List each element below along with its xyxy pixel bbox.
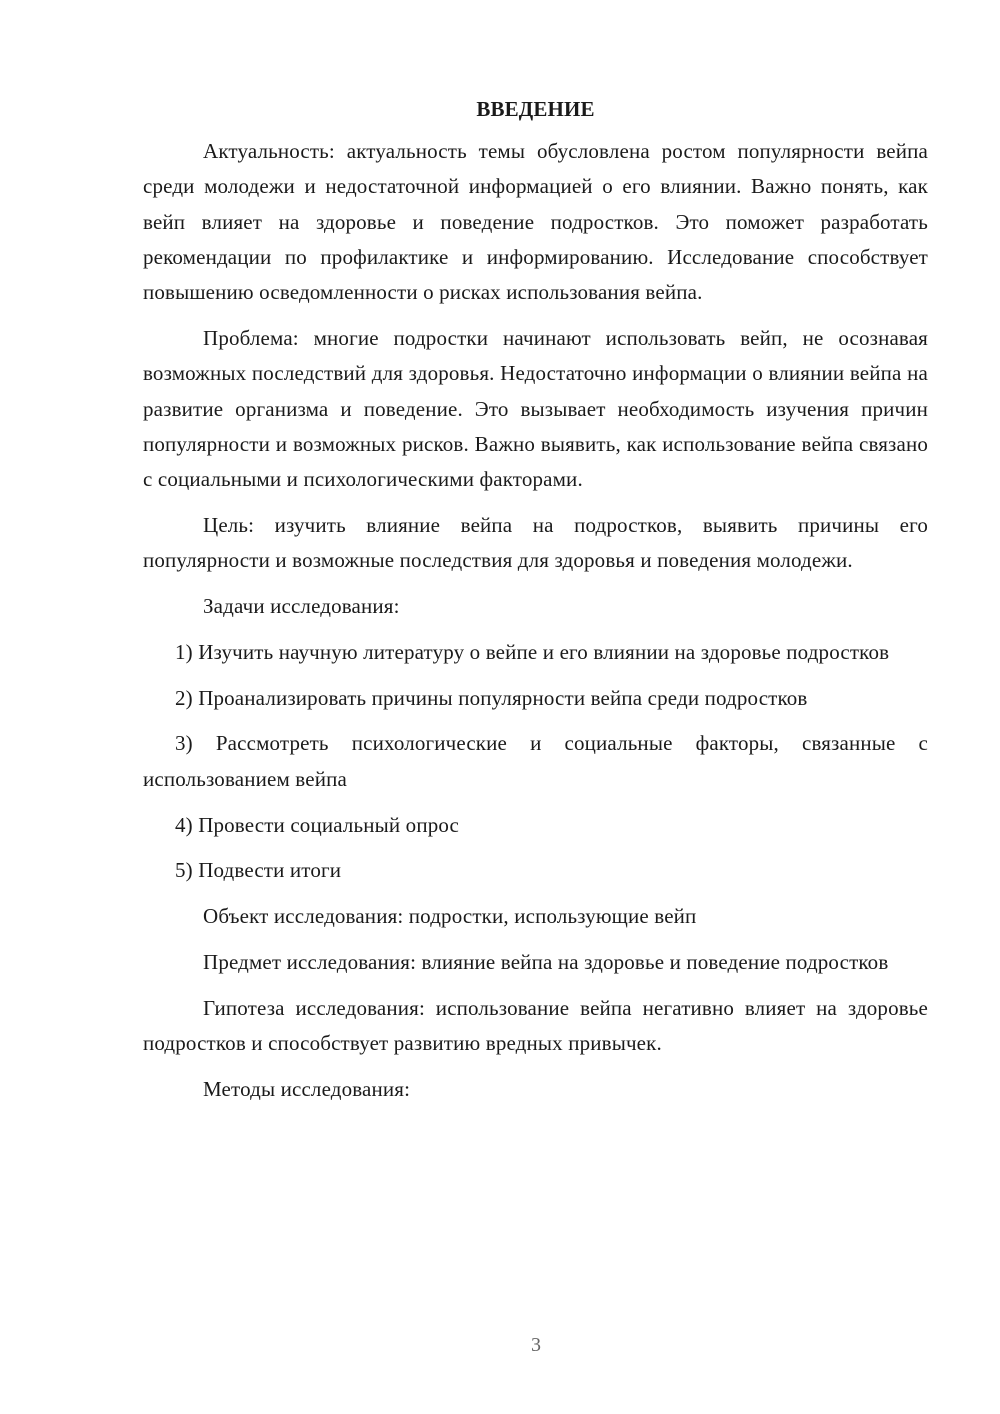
page-content [143, 92, 928, 1118]
paragraph-hypothesis: Гипотеза исследования: использование вейпа негативно влияет на здоровье подростков и способствует развитию вредных привычек. [143, 995, 928, 1056]
methods-heading: Методы исследования: [203, 1076, 411, 1101]
paragraph-object: Объект исследования: подростки, использующие вейп [203, 904, 697, 929]
task-item-4: 4) Провести социальный опрос [175, 812, 460, 837]
task-item-3: 3) Рассмотреть психологические и социальные факторы, связанные с использованием вейпа [143, 731, 928, 791]
task-item-1: 1) Изучить научную литературу о вейпе и его влиянии на здоровье подростков [175, 639, 890, 664]
tasks-heading: Задачи исследования: [203, 594, 400, 619]
page-number: 3 [531, 1334, 541, 1356]
task-item-5: 5) Подвести итоги [175, 858, 342, 883]
paragraph-problem: Проблема: многие подростки начинают использовать вейп, не осознавая возможных последствий для здоровья. Недостаточно информации о влиянии вейпа на развитие организма и поведение. Это вызывает необходимость изучения причин популярности и возможных рисков. Важно выявить, как использование вейпа связано с социальными и психологическими факторами. [143, 325, 928, 492]
paragraph-relevance: Актуальность: актуальность темы обусловлена ростом популярности вейпа среди молодежи и недостаточной информацией о его влиянии. Важно понять, как вейп влияет на здоровье и поведение подростков. Это поможет разработать рекомендации по профилактике и информированию. Исследование способствует повышению осведомленности о рисках использования вейпа. [143, 139, 928, 305]
page-title: ВВЕДЕНИЕ [476, 97, 595, 121]
paragraph-subject: Предмет исследования: влияние вейпа на здоровье и поведение подростков [203, 949, 889, 974]
paragraph-goal: Цель: изучить влияние вейпа на подростков, выявить причины его популярности и возможные последствия для здоровья и поведения молодежи. [143, 512, 928, 573]
task-item-2: 2) Проанализировать причины популярности вейпа среди подростков [175, 685, 808, 710]
